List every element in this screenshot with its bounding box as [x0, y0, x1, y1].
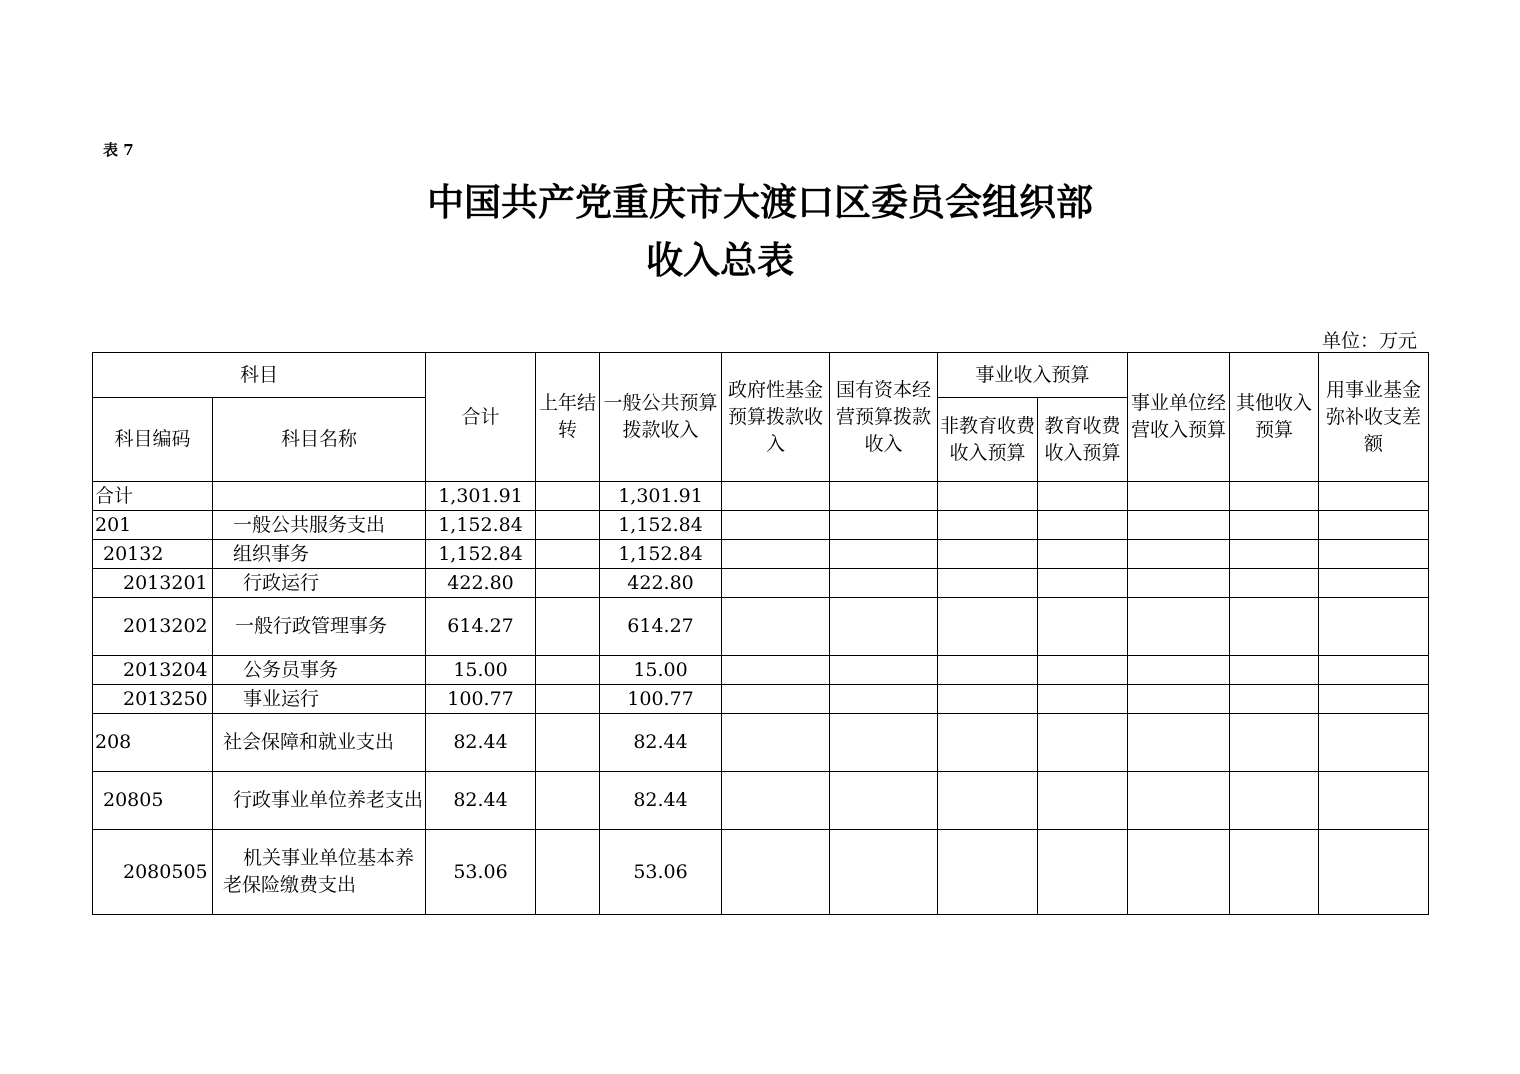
row-code: 201 [93, 511, 213, 540]
table-row [93, 482, 1429, 511]
row-code: 208 [93, 714, 213, 772]
row-carryover [536, 685, 600, 714]
row-general-public: 422.80 [600, 569, 722, 598]
table-row [93, 830, 1429, 915]
header-code: 科目编码 [93, 398, 213, 482]
row-carryover [536, 569, 600, 598]
header-career-income: 事业收入预算 [938, 353, 1128, 398]
row-code: 2013201 [93, 569, 213, 598]
row-carryover [536, 540, 600, 569]
table-row [93, 685, 1429, 714]
row-code: 2013250 [93, 685, 213, 714]
table-row [93, 511, 1429, 540]
row-general-public: 82.44 [600, 714, 722, 772]
row-general-public: 100.77 [600, 685, 722, 714]
row-total: 82.44 [426, 772, 536, 830]
row-code: 20805 [93, 772, 213, 830]
row-carryover [536, 772, 600, 830]
row-carryover [536, 714, 600, 772]
table-row [93, 656, 1429, 685]
row-code: 2013202 [93, 598, 213, 656]
row-general-public: 1,152.84 [600, 511, 722, 540]
row-name: 公务员事务 [213, 656, 426, 685]
row-total: 82.44 [426, 714, 536, 772]
row-name: 行政事业单位养老支出 [213, 772, 426, 830]
row-general-public: 1,301.91 [600, 482, 722, 511]
row-total: 100.77 [426, 685, 536, 714]
table-row [93, 598, 1429, 656]
row-name: 行政运行 [213, 569, 426, 598]
table-row [93, 772, 1429, 830]
row-total: 614.27 [426, 598, 536, 656]
row-total: 53.06 [426, 830, 536, 915]
row-name: 一般行政管理事务 [213, 598, 426, 656]
header-non-edu: 非教育收费收入预算 [938, 398, 1038, 482]
header-edu: 教育收费收入预算 [1038, 398, 1128, 482]
row-general-public: 614.27 [600, 598, 722, 656]
row-total: 1,152.84 [426, 511, 536, 540]
header-fund-compensate: 用事业基金弥补收支差额 [1319, 353, 1429, 482]
row-general-public: 1,152.84 [600, 540, 722, 569]
header-state-capital: 国有资本经营预算拨款收入 [830, 353, 938, 482]
row-carryover [536, 482, 600, 511]
header-total: 合计 [426, 353, 536, 482]
header-subject: 科目 [93, 353, 426, 398]
page-title: 中国共产党重庆市大渡口区委员会组织部 [427, 181, 1093, 224]
row-name: 事业运行 [213, 685, 426, 714]
row-carryover [536, 830, 600, 915]
row-general-public: 82.44 [600, 772, 722, 830]
row-carryover [536, 598, 600, 656]
header-carryover: 上年结转 [536, 353, 600, 482]
row-code: 2080505 [93, 830, 213, 915]
income-summary-table [92, 352, 1429, 915]
row-total: 15.00 [426, 656, 536, 685]
row-code: 合计 [93, 482, 213, 511]
unit-label: 单位：万元 [1321, 330, 1417, 352]
row-carryover [536, 656, 600, 685]
table-row [93, 714, 1429, 772]
row-name: 一般公共服务支出 [213, 511, 426, 540]
header-gov-fund: 政府性基金预算拨款收入 [722, 353, 830, 482]
header-name: 科目名称 [213, 398, 426, 482]
row-name [213, 482, 426, 511]
header-general-public: 一般公共预算拨款收入 [600, 353, 722, 482]
row-general-public: 15.00 [600, 656, 722, 685]
row-name: 机关事业单位基本养老保险缴费支出 [213, 830, 426, 915]
table-row [93, 540, 1429, 569]
header-career-unit: 事业单位经营收入预算 [1128, 353, 1230, 482]
row-name: 社会保障和就业支出 [213, 714, 426, 772]
header-other: 其他收入预算 [1230, 353, 1319, 482]
row-code: 2013204 [93, 656, 213, 685]
row-general-public: 53.06 [600, 830, 722, 915]
row-carryover [536, 511, 600, 540]
row-total: 1,152.84 [426, 540, 536, 569]
table-row [93, 569, 1429, 598]
row-total: 1,301.91 [426, 482, 536, 511]
row-name: 组织事务 [213, 540, 426, 569]
row-code: 20132 [93, 540, 213, 569]
row-total: 422.80 [426, 569, 536, 598]
page-subtitle: 收入总表 [646, 239, 794, 282]
table-number: 表 7 [103, 141, 134, 159]
